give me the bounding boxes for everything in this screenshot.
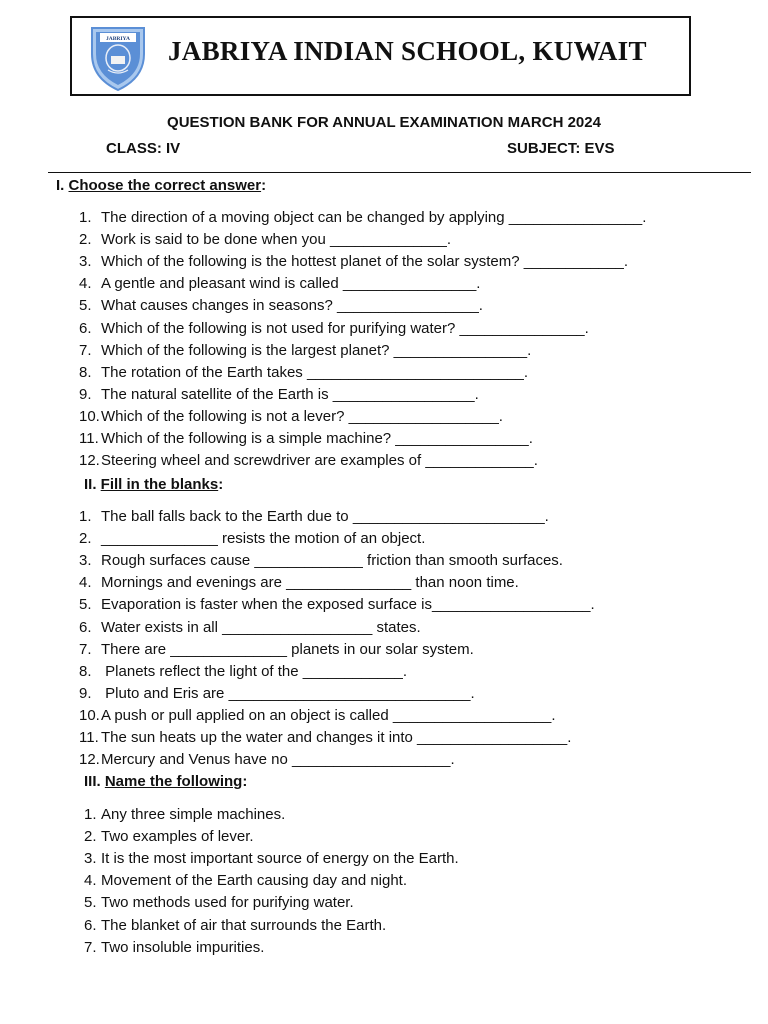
question-text: There are ______________ planets in our solar system. [101, 640, 474, 658]
question-number: 6. [79, 618, 92, 636]
question-number: 8. [79, 662, 92, 680]
question-item [79, 452, 538, 469]
question-item [84, 939, 264, 956]
question-item [84, 850, 459, 867]
section-1-suffix: : [261, 177, 267, 194]
question-number: 6. [84, 916, 97, 934]
question-number: 12. [79, 751, 100, 769]
question-item [79, 275, 480, 292]
question-number: 2. [79, 530, 92, 548]
question-item [84, 828, 254, 845]
question-number: 9. [79, 684, 92, 702]
question-text: Which of the following is not used for purifying water? _______________. [101, 319, 589, 337]
question-number: 3. [84, 850, 97, 868]
question-item [79, 209, 646, 226]
question-item [79, 574, 519, 591]
question-item [79, 408, 503, 425]
school-name: JABRIYA INDIAN SCHOOL, KUWAIT [168, 36, 647, 66]
question-number: 11. [79, 729, 99, 746]
question-item [79, 729, 571, 746]
question-text: The rotation of the Earth takes __________________________. [101, 363, 529, 381]
question-text: Mornings and evenings are _______________ than noon time. [101, 574, 519, 592]
question-item [79, 508, 549, 525]
question-text: Movement of the Earth causing day and night. [101, 872, 408, 890]
question-item [79, 707, 556, 724]
question-number: 1. [79, 508, 92, 525]
question-number: 10. [79, 706, 100, 724]
section-1-heading [56, 177, 266, 194]
question-item [84, 806, 285, 823]
question-text: A gentle and pleasant wind is called ________________. [101, 275, 481, 293]
class-label: CLASS: IV [106, 140, 181, 157]
exam-title: QUESTION BANK FOR ANNUAL EXAMINATION MARCH 2024 [167, 114, 601, 131]
question-number: 11. [79, 430, 99, 447]
question-number: 7. [84, 938, 97, 956]
question-text: The ball falls back to the Earth due to _______________________. [101, 508, 549, 525]
question-number: 4. [79, 275, 92, 293]
subject-label: SUBJECT: EVS [507, 140, 615, 157]
section-3-heading [84, 773, 247, 790]
question-text: Two examples of lever. [101, 828, 254, 846]
question-text: Planets reflect the light of the ____________. [101, 662, 408, 680]
school-crest-logo [86, 24, 150, 92]
question-text: Work is said to be done when you ______________. [101, 231, 451, 249]
question-item [79, 342, 531, 359]
question-text: Mercury and Venus have no ___________________. [101, 751, 455, 769]
question-number: 1. [79, 209, 92, 226]
question-number: 4. [84, 872, 97, 890]
question-number: 7. [79, 640, 92, 658]
question-number: 7. [79, 341, 92, 359]
question-text: The blanket of air that surrounds the Earth. [101, 916, 387, 934]
question-number: 5. [84, 894, 97, 912]
section-1-prefix: I. [56, 177, 69, 194]
section-1-title: Choose the correct answer [68, 177, 262, 194]
question-item [79, 552, 563, 569]
question-text: It is the most important source of energy on the Earth. [101, 850, 459, 868]
question-number: 1. [84, 806, 97, 823]
question-number: 9. [79, 385, 92, 403]
question-number: 2. [84, 828, 97, 846]
question-text: A push or pull applied on an object is called ___________________. [101, 706, 556, 724]
question-text: The direction of a moving object can be changed by applying ________________. [101, 209, 647, 226]
question-text: Which of the following is the hottest planet of the solar system? ____________. [101, 253, 628, 271]
logo-text: JABRIYA [106, 36, 130, 42]
question-item [79, 530, 425, 547]
question-item [79, 430, 533, 447]
section-2-prefix: II. [84, 476, 101, 493]
question-item [84, 872, 407, 889]
question-item [79, 641, 474, 658]
question-text: Pluto and Eris are _____________________________. [101, 684, 475, 702]
question-text: The natural satellite of the Earth is _________________. [101, 385, 479, 403]
question-item [79, 751, 455, 768]
question-item [79, 619, 421, 636]
question-item [79, 231, 451, 248]
question-item [79, 320, 589, 337]
question-number: 3. [79, 253, 92, 271]
school-header [70, 16, 691, 96]
section-3-prefix: III. [84, 773, 105, 790]
question-text: Which of the following is not a lever? __________________. [101, 407, 503, 425]
header-divider [48, 172, 751, 173]
question-item [79, 253, 628, 270]
question-number: 8. [79, 363, 92, 381]
section-2-suffix: : [218, 476, 224, 493]
question-number: 5. [79, 297, 92, 315]
question-text: Which of the following is the largest planet? ________________. [101, 341, 532, 359]
question-text: Any three simple machines. [101, 806, 286, 823]
question-item [79, 596, 595, 613]
question-item [79, 685, 475, 702]
question-item [79, 663, 407, 680]
question-text: The sun heats up the water and changes it into __________________. [101, 729, 572, 746]
question-text: Two methods used for purifying water. [101, 894, 354, 912]
question-text: Evaporation is faster when the exposed surface is___________________. [101, 596, 595, 614]
question-number: 2. [79, 231, 92, 249]
question-number: 10. [79, 407, 100, 425]
question-text: Two insoluble impurities. [101, 938, 265, 956]
section-2-title: Fill in the blanks [100, 476, 219, 493]
question-item [84, 894, 354, 911]
question-text: Water exists in all __________________ states. [101, 618, 421, 636]
question-text: ______________ resists the motion of an object. [101, 530, 426, 548]
question-text: Which of the following is a simple machine? ________________. [101, 430, 533, 447]
section-2-heading [84, 476, 223, 493]
question-item [84, 917, 386, 934]
question-item [79, 386, 479, 403]
question-text: Rough surfaces cause _____________ friction than smooth surfaces. [101, 552, 563, 570]
question-number: 6. [79, 319, 92, 337]
question-item [79, 297, 483, 314]
section-3-suffix: : [242, 773, 248, 790]
question-text: What causes changes in seasons? _________________. [101, 297, 483, 315]
question-text: Steering wheel and screwdriver are examples of _____________. [101, 452, 538, 470]
question-number: 3. [79, 552, 92, 570]
section-3-title: Name the following [104, 773, 243, 790]
question-number: 12. [79, 452, 100, 470]
question-item [79, 364, 528, 381]
question-number: 5. [79, 596, 92, 614]
question-number: 4. [79, 574, 92, 592]
